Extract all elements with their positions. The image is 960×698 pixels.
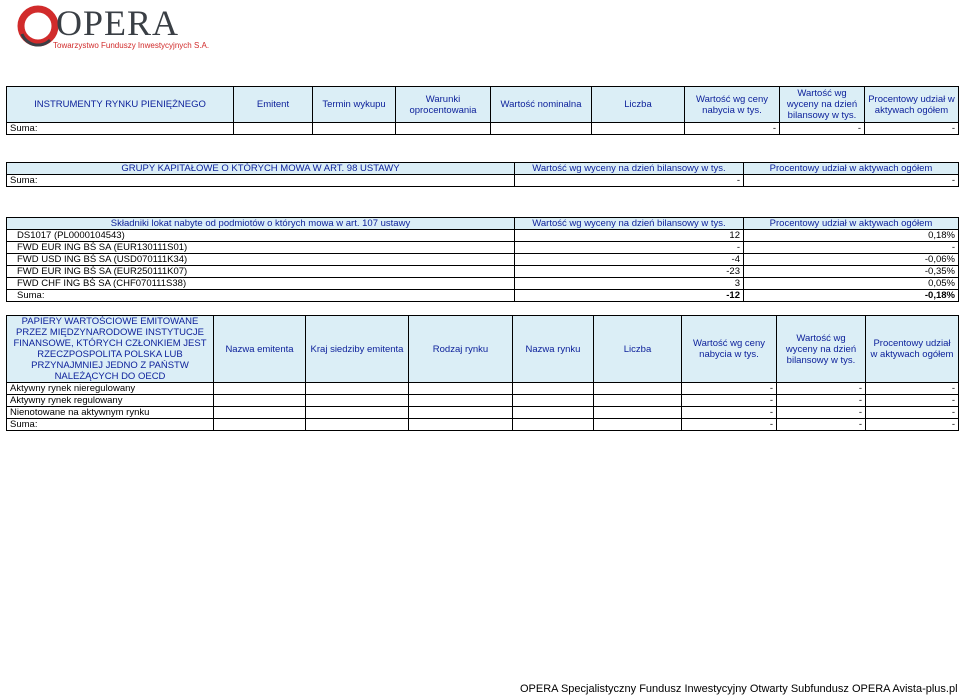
header-cell: Emitent [234,87,313,123]
table-row [7,242,959,254]
sum-row [7,175,959,187]
page-footer: OPERA Specjalistyczny Fundusz Inwestycyjny Otwarty Subfundusz OPERA Avista-plus.pl [520,683,958,695]
row-value: - [515,242,744,254]
header-cell: Liczba [592,87,685,123]
sum-label: Suma: [7,123,234,135]
sum-label: Suma: [7,175,515,187]
header-cell: Wartość nominalna [491,87,592,123]
row-share: - [744,242,959,254]
header-cell: Wartość wg wyceny na dzień bilansowy w tys. [515,218,744,230]
opera-logo [16,3,210,52]
row-name: FWD EUR ING BŚ SA (EUR130111S01) [7,242,515,254]
header-cell: Procentowy udział w aktywach ogółem [744,163,959,175]
header-cell: Warunki oprocentowania [396,87,491,123]
header-cell: Rodzaj rynku [409,316,513,383]
header-cell: Wartość wg wyceny na dzień bilansowy w tys. [777,316,866,383]
header-cell: Procentowy udział w aktywach ogółem [866,316,959,383]
row-share: -0,35% [744,266,959,278]
sum-label: Suma: [7,290,515,302]
row-share: 0,18% [744,230,959,242]
sum-value: - [744,175,959,187]
table-row [7,230,959,242]
sum-share: -0,18% [744,290,959,302]
header-cell: Procentowy udział w aktywach ogółem [744,218,959,230]
sum-row [7,419,959,431]
header-cell: Liczba [594,316,682,383]
sum-label: Suma: [7,419,214,431]
row-value: - [682,407,777,419]
row-value: - [777,383,866,395]
header-cell: Wartość wg wyceny na dzień bilansowy w tys. [780,87,865,123]
row-name: FWD CHF ING BŚ SA (CHF070111S38) [7,278,515,290]
row-name: DS1017 (PL0000104543) [7,230,515,242]
row-value: 12 [515,230,744,242]
table-row [7,254,959,266]
row-name: Aktywny rynek nieregulowany [7,383,214,395]
row-value: 3 [515,278,744,290]
capital-groups-table [6,162,959,187]
table-row [7,383,959,395]
header-cell: Wartość wg ceny nabycia w tys. [685,87,780,123]
row-value: - [682,383,777,395]
sum-value: - [682,419,777,431]
row-value: - [682,395,777,407]
table-row [7,407,959,419]
sum-row [7,290,959,302]
row-value: -4 [515,254,744,266]
header-cell: INSTRUMENTY RYNKU PIENIĘŻNEGO [7,87,234,123]
row-share: -0,06% [744,254,959,266]
logo-wordmark: OPERA [56,3,180,43]
row-value: - [777,407,866,419]
row-value: -23 [515,266,744,278]
sum-value: - [866,419,959,431]
header-cell: Kraj siedziby emitenta [306,316,409,383]
art107-assets-table [6,217,959,302]
row-value: - [866,395,959,407]
row-share: 0,05% [744,278,959,290]
header-cell: GRUPY KAPITAŁOWE O KTÓRYCH MOWA W ART. 98 USTAWY [7,163,515,175]
table-row [7,278,959,290]
row-name: FWD USD ING BŚ SA (USD070111K34) [7,254,515,266]
header-cell: Termin wykupu [313,87,396,123]
header-cell: Wartość wg wyceny na dzień bilansowy w tys. [515,163,744,175]
row-name: Nienotowane na aktywnym rynku [7,407,214,419]
table-row [7,395,959,407]
row-name: Aktywny rynek regulowany [7,395,214,407]
header-cell: Składniki lokat nabyte od podmiotów o których mowa w art. 107 ustawy [7,218,515,230]
sum-value: - [685,123,780,135]
table-row [7,266,959,278]
sum-value: - [515,175,744,187]
header-cell: Procentowy udział w aktywach ogółem [865,87,959,123]
header-cell: PAPIERY WARTOŚCIOWE EMITOWANE PRZEZ MIĘDZYNARODOWE INSTYTUCJE FINANSOWE, KTÓRYCH CZŁONKIEM JEST RZECZPOSPOLITA POLSKA LUB PRZYNAJMNIEJ JEDNO Z PAŃSTW NALEŻĄCYCH DO OECD [7,316,214,383]
row-value: - [866,407,959,419]
international-securities-table [6,315,959,431]
sum-value: -12 [515,290,744,302]
sum-value: - [780,123,865,135]
header-cell: Wartość wg ceny nabycia w tys. [682,316,777,383]
header-cell: Nazwa rynku [513,316,594,383]
sum-row [7,123,959,135]
row-value: - [777,395,866,407]
row-value: - [866,383,959,395]
row-name: FWD EUR ING BŚ SA (EUR250111K07) [7,266,515,278]
sum-value: - [777,419,866,431]
logo-subtitle: Towarzystwo Funduszy Inwestycyjnych S.A. [53,41,210,50]
money-market-table [6,86,959,135]
sum-value: - [865,123,959,135]
header-cell: Nazwa emitenta [214,316,306,383]
